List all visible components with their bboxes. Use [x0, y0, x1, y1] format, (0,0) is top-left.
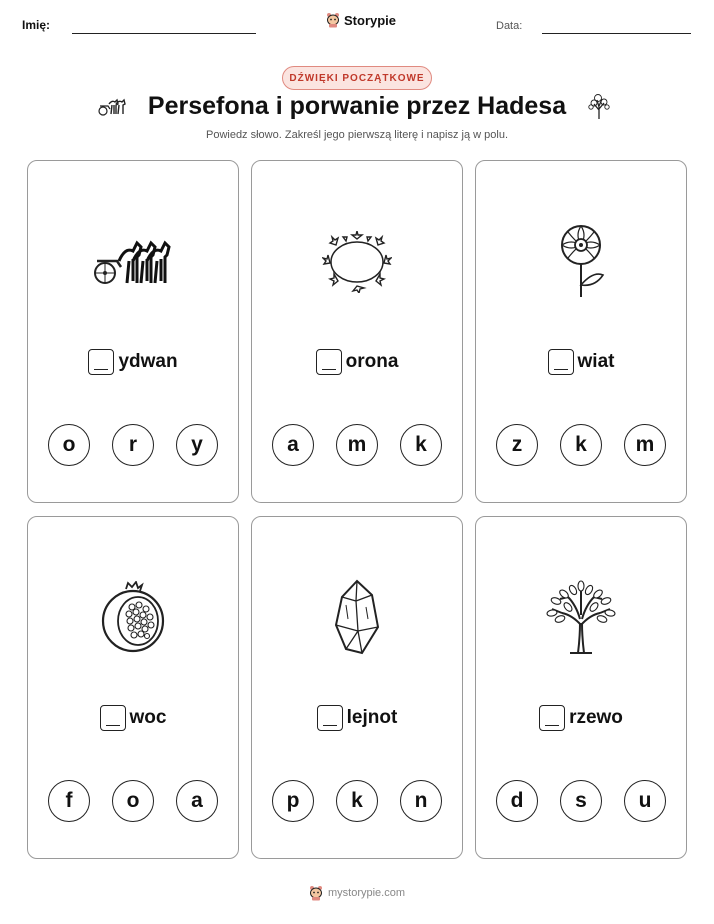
word-row [252, 705, 462, 731]
storypie-logo-icon [309, 885, 323, 901]
card-illustration [28, 231, 238, 291]
letter-options [28, 424, 238, 466]
letter-option[interactable]: f [48, 780, 90, 822]
word-row [28, 349, 238, 375]
footer-url[interactable]: mystorypie.com [327, 887, 406, 899]
letter-option[interactable]: a [176, 780, 218, 822]
tree-small-icon [586, 92, 612, 120]
card-illustration [252, 579, 462, 655]
word-fragment: ydwan [118, 351, 178, 372]
letter-option[interactable]: r [112, 424, 154, 466]
card-illustration [476, 223, 686, 299]
letter-option[interactable]: n [400, 780, 442, 822]
word-row [252, 349, 462, 375]
word-fragment: rzewo [569, 707, 623, 728]
name-label: Imię: [22, 18, 51, 32]
exercise-card [27, 516, 239, 859]
letter-options [476, 780, 686, 822]
date-label: Data: [496, 20, 523, 32]
word-fragment: lejnot [346, 707, 398, 728]
letter-box[interactable] [316, 349, 342, 375]
chariot-icon [93, 231, 173, 291]
letter-option[interactable]: k [400, 424, 442, 466]
exercise-card [27, 160, 239, 503]
letter-options [252, 780, 462, 822]
letter-box[interactable] [317, 705, 343, 731]
letter-option[interactable]: k [560, 424, 602, 466]
card-illustration [476, 579, 686, 655]
flower-icon [553, 223, 609, 299]
letter-option[interactable]: u [624, 780, 666, 822]
exercise-card [475, 160, 687, 503]
letter-option[interactable]: z [496, 424, 538, 466]
letter-options [28, 780, 238, 822]
instructions: Powiedz słowo. Zakreśl jego pierwszą literę i napisz ją w polu. [205, 129, 509, 141]
card-illustration [252, 231, 462, 293]
name-field[interactable] [72, 33, 256, 34]
letter-option[interactable]: m [336, 424, 378, 466]
exercise-card [251, 160, 463, 503]
card-illustration [28, 581, 238, 653]
letter-options [476, 424, 686, 466]
word-row [476, 705, 686, 731]
section-badge: DŹWIĘKI POCZĄTKOWE [282, 66, 432, 90]
word-row [476, 349, 686, 375]
word-fragment: wiat [577, 351, 615, 372]
letter-option[interactable]: o [112, 780, 154, 822]
letter-option[interactable]: m [624, 424, 666, 466]
word-fragment: woc [129, 707, 167, 728]
crystal-icon [332, 579, 382, 655]
letter-options [252, 424, 462, 466]
letter-option[interactable]: s [560, 780, 602, 822]
page-title: Persefona i porwanie przez Hadesa [147, 92, 567, 120]
brand-name: Storypie [344, 12, 397, 28]
letter-box[interactable] [88, 349, 114, 375]
word-row [28, 705, 238, 731]
letter-option[interactable]: k [336, 780, 378, 822]
word-fragment: orona [345, 351, 399, 372]
letter-box[interactable] [100, 705, 126, 731]
pomegranate-icon [100, 581, 166, 653]
letter-option[interactable]: o [48, 424, 90, 466]
letter-option[interactable]: d [496, 780, 538, 822]
wreath-icon [322, 231, 392, 293]
letter-option[interactable]: y [176, 424, 218, 466]
tree-icon [546, 579, 616, 655]
letter-option[interactable]: p [272, 780, 314, 822]
exercise-card [475, 516, 687, 859]
brand [326, 12, 396, 28]
letter-box[interactable] [539, 705, 565, 731]
storypie-logo-icon [326, 12, 340, 28]
letter-option[interactable]: a [272, 424, 314, 466]
exercise-card [251, 516, 463, 859]
footer [0, 885, 714, 901]
date-field[interactable] [542, 33, 691, 34]
letter-box[interactable] [548, 349, 574, 375]
